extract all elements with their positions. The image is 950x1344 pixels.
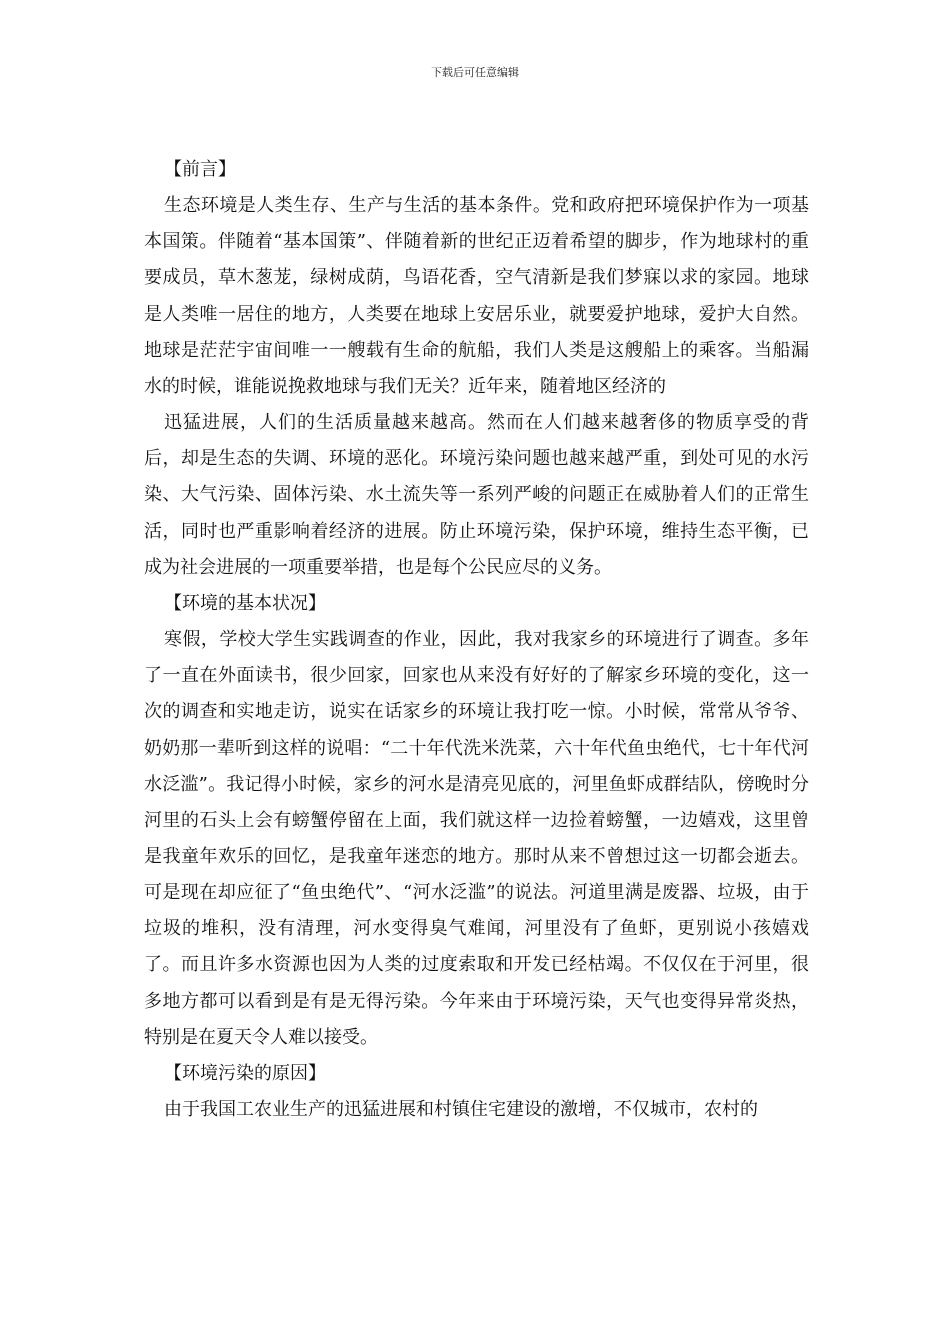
paragraph: 生态环境是人类生存、生产与生活的基本条件。党和政府把环境保护作为一项基本国策。伴随着“基本国策”、伴随着新的世纪正迈着希望的脚步，作为地球村的重要成员，草木葱茏，绿树成荫，鸟语花香，空气清新是我们梦寐以求的家园。地球是人类唯一居住的地方，人类要在地球上安居乐业，就要爱护地球，爱护大自然。地球是茫茫宇宙间唯一一艘载有生命的航船，我们人类是这艘船上的乘客。当船漏水的时候，谁能说挽救地球与我们无关？近年来，随着地区经济的	[144, 195, 809, 397]
paragraph: 迅猛进展，人们的生活质量越来越高。然而在人们越来越奢侈的物质享受的背后，却是生态的失调、环境的恶化。环境污染问题也越来越严重，到处可见的水污染、大气污染、固体污染、水土流失等一系列严峻的问题正在威胁着人们的正常生活，同时也严重影响着经济的进展。防止环境污染，保护环境，维持生态平衡，已成为社会进展的一项重要举措，也是每个公民应尽的义务。	[144, 412, 809, 578]
document-body	[144, 152, 809, 1128]
section-heading-environment-status: 【环境的基本状况】	[164, 592, 326, 614]
section-heading-preface: 【前言】	[164, 159, 236, 180]
section-heading-pollution-causes: 【环境污染的原因】	[164, 1062, 326, 1084]
paragraph: 寒假，学校大学生实践调查的作业，因此，我对我家乡的环境进行了调查。多年了一直在外面读书，很少回家，回家也从来没有好好的了解家乡环境的变化，这一次的调查和实地走访，说实在话家乡的环境让我打吃一惊。小时候，常常从爷爷、奶奶那一辈听到这样的说唱：“二十年代洗米洗菜，六十年代鱼虫绝代，七十年代河水泛滥”。我记得小时候，家乡的河水是清亮见底的，河里鱼虾成群结队，傍晚时分河里的石头上会有螃蟹停留在上面，我们就这样一边捡着螃蟹，一边嬉戏，这里曾是我童年欢乐的回忆，是我童年迷恋的地方。那时从来不曾想过这一切都会逝去。可是现在却应征了“鱼虫绝代”、“河水泛滥”的说法。河道里满是废器、垃圾，由于垃圾的堆积，没有清理，河水变得臭气难闻，河里没有了鱼虾，更别说小孩嬉戏了。而且许多水资源也因为人类的过度索取和开发已经枯竭。不仅仅在于河里，很多地方都可以看到是有是无得污染。今年来由于环境污染，天气也变得异常炎热，特别是在夏天令人难以接受。	[144, 629, 809, 1048]
paragraph: 由于我国工农业生产的迅猛进展和村镇住宅建设的激增，不仅城市，农村的	[164, 1099, 758, 1121]
header-note: 下载后可任意编辑	[431, 66, 519, 79]
